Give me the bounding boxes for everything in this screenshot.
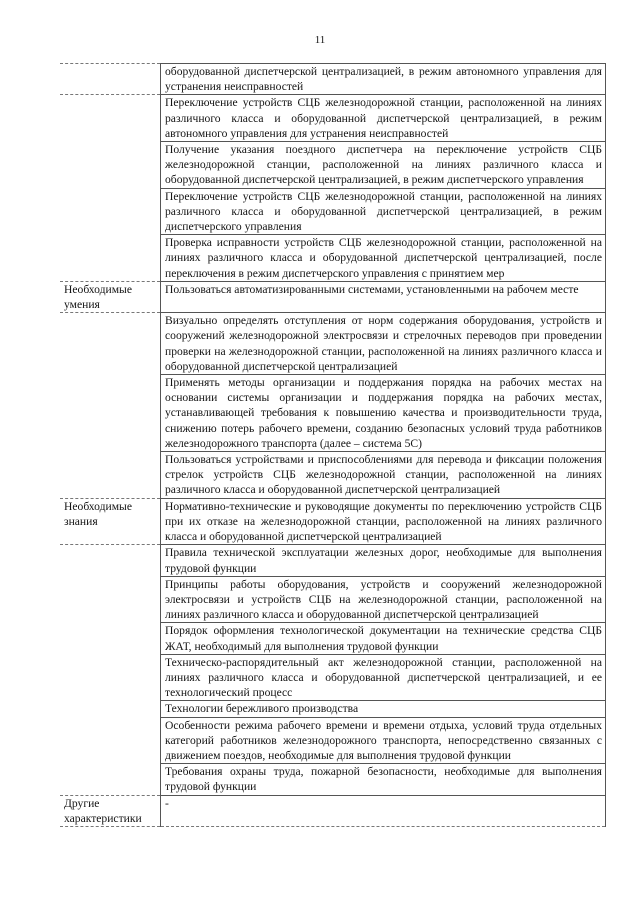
table-row (60, 313, 606, 375)
requirement-text: Порядок оформления технологической документации на технические средства СЦБ ЖАТ, необходимый для выполнения трудовой функции (161, 623, 606, 654)
table-row (60, 623, 606, 654)
requirement-text: - (161, 795, 606, 826)
requirement-text: Получение указания поездного диспетчера на переключение устройств СЦБ железнодорожной станции, расположенной на линиях различного класса и оборудованной диспетчерской централизацией, в режим диспетчерского управления (161, 142, 606, 189)
section-label: Необходимые умения (60, 281, 161, 312)
requirement-text: Техническо-распорядительный акт железнодорожной станции, расположенной на линиях различного класса и оборудованной диспетчерской централизацией, и ее технологический процесс (161, 654, 606, 701)
section-label-continuation (60, 576, 161, 623)
table-row (60, 795, 606, 826)
requirement-text: Переключение устройств СЦБ железнодорожной станции, расположенной на линиях различного класса и оборудованной диспетчерской централизацией, в режим диспетчерского управления (161, 188, 606, 235)
requirement-text: Применять методы организации и поддержания порядка на рабочих местах на основании системы организации и поддержания порядка на рабочих местах, устанавливающей требования к повышению качества и производительности труда, снижению потерь рабочего времени, созданию безопасных условий труда работников железнодорожного транспорта (далее – система 5С) (161, 375, 606, 452)
section-label: Другие характеристики (60, 795, 161, 826)
requirement-text: Принципы работы оборудования, устройств и сооружений железнодорожной электросвязи и устройств СЦБ на железнодорожной станции, расположенной на линиях различного класса и оборудованной диспетчерской централизацией (161, 576, 606, 623)
table-row (60, 142, 606, 189)
table-row (60, 654, 606, 701)
section-label-continuation (60, 764, 161, 795)
table-row (60, 545, 606, 576)
requirement-text: Проверка исправности устройств СЦБ железнодорожной станции, расположенной на линиях различного класса и оборудованной диспетчерской централизацией, после переключения в режим диспетчерского управления с принятием мер (161, 235, 606, 282)
requirement-text: Особенности режима рабочего времени и времени отдыха, условий труда отдельных категорий работников железнодорожного транспорта, непосредственно связанных с движением поездов, необходимые для выполнения трудовой функции (161, 717, 606, 764)
table-row (60, 375, 606, 452)
section-label-continuation (60, 701, 161, 717)
section-label-continuation (60, 654, 161, 701)
section-label (60, 64, 161, 95)
requirement-text: Переключение устройств СЦБ железнодорожной станции, расположенной на линиях различного класса и оборудованной диспетчерской централизацией, в режим автономного управления для устранения неисправностей (161, 95, 606, 142)
requirement-text: Визуально определять отступления от норм содержания оборудования, устройств и сооружений железнодорожной электросвязи и стрелочных переводов при проведении проверки на железнодорожной станции, расположенной на линиях различного класса и оборудованной диспетчерской централизацией (161, 313, 606, 375)
section-label-continuation (60, 452, 161, 499)
table-row (60, 235, 606, 282)
table-row (60, 64, 606, 95)
section-label-continuation (60, 545, 161, 576)
table-row (60, 764, 606, 795)
section-label: Необходимые знания (60, 498, 161, 545)
section-label-continuation (60, 95, 161, 142)
table-row (60, 188, 606, 235)
page-number: 11 (314, 34, 326, 46)
table-row (60, 498, 606, 545)
section-label-continuation (60, 235, 161, 282)
section-label-continuation (60, 375, 161, 452)
table-row (60, 452, 606, 499)
section-label-continuation (60, 717, 161, 764)
section-label-continuation (60, 142, 161, 189)
requirement-text: Правила технической эксплуатации железных дорог, необходимые для выполнения трудовой функции (161, 545, 606, 576)
section-label-continuation (60, 313, 161, 375)
requirement-text: оборудованной диспетчерской централизацией, в режим автономного управления для устранения неисправностей (161, 64, 606, 95)
table-row (60, 701, 606, 717)
table-row (60, 281, 606, 312)
requirement-text: Технологии бережливого производства (161, 701, 606, 717)
section-label-continuation (60, 623, 161, 654)
requirement-text: Пользоваться устройствами и приспособлениями для перевода и фиксации положения стрелок устройств СЦБ железнодорожной станции, расположенной на линиях различного класса и оборудованной диспетчерской централизацией (161, 452, 606, 499)
characteristics-table (60, 63, 606, 827)
requirement-text: Пользоваться автоматизированными системами, установленными на рабочем месте (161, 281, 606, 312)
section-label-continuation (60, 188, 161, 235)
requirement-text: Нормативно-технические и руководящие документы по переключению устройств СЦБ при их отказе на железнодорожной станции, расположенной на линиях различного класса и оборудованной диспетчерской централизацией (161, 498, 606, 545)
requirement-text: Требования охраны труда, пожарной безопасности, необходимые для выполнения трудовой функции (161, 764, 606, 795)
table-row (60, 717, 606, 764)
table-row (60, 576, 606, 623)
table-row (60, 95, 606, 142)
